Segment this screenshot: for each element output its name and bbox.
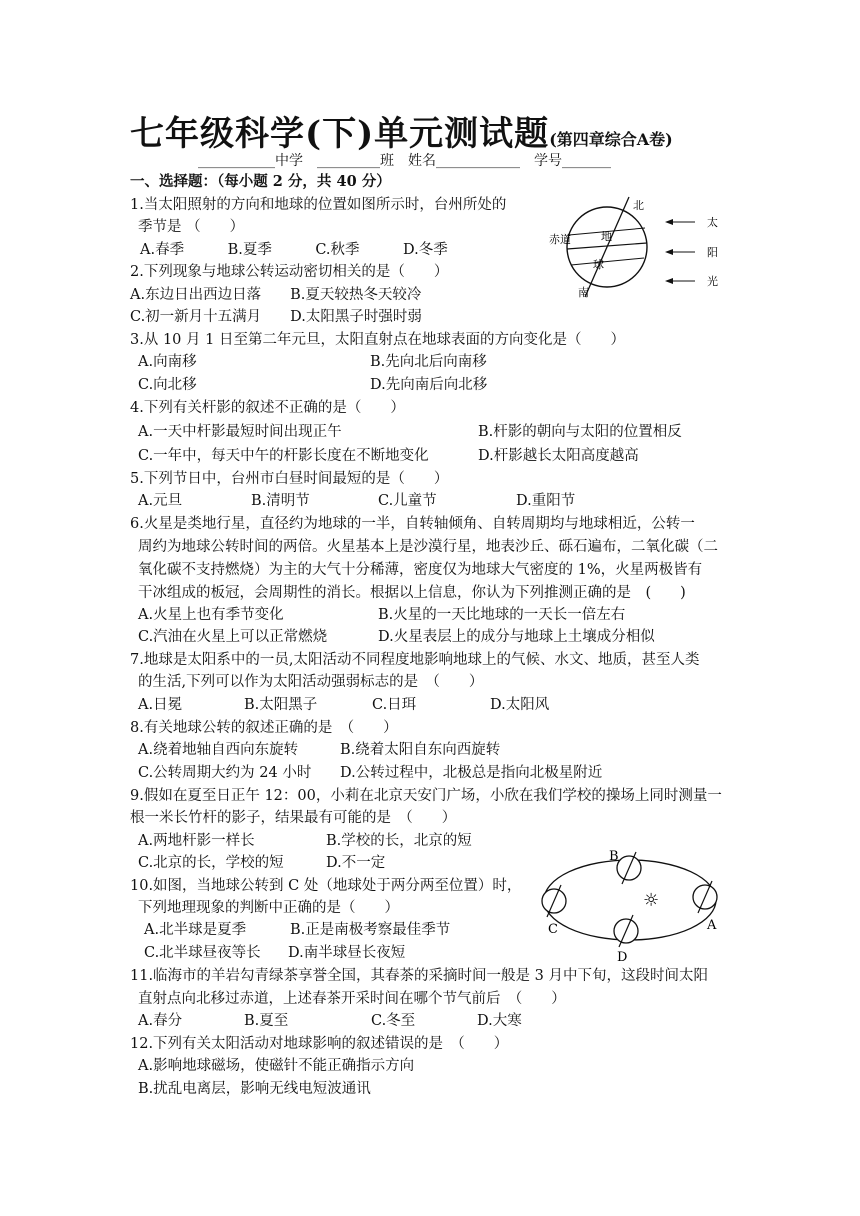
q6-stem-4: 干冰组成的板冠，会周期性的消长。根据以上信息，你认为下列推测正确的是 ( ) bbox=[138, 585, 686, 601]
page-title bbox=[130, 106, 673, 155]
q9-option-d: D.不一定 bbox=[326, 855, 386, 871]
q9-stem-1: 9.假如在夏至日正午 12：00，小莉在北京天安门广场，小欣在我们学校的操场上同时测量一 bbox=[130, 788, 722, 804]
q6-stem-2: 周约为地球公转时间的两倍。火星基本上是沙漠行星，地表沙丘、砾石遍布，二氧化碳（二 bbox=[138, 539, 718, 555]
q11-option-c: C.冬至 bbox=[371, 1013, 416, 1029]
q11-option-a: A.春分 bbox=[138, 1013, 183, 1029]
q11-stem-2: 直射点向北移过赤道，上述春茶开采时间在哪个节气前后 （ ） bbox=[138, 991, 566, 1007]
q11-stem-1: 11.临海市的羊岩勾青绿茶享誉全国，其春茶的采摘时间一般是 3 月中下旬，这段时间太阳 bbox=[130, 968, 708, 984]
q7-option-a: A.日冕 bbox=[138, 697, 183, 713]
earth-position-d bbox=[614, 915, 638, 947]
label-c: C bbox=[548, 922, 558, 937]
q7-option-b: B.太阳黑子 bbox=[244, 697, 318, 713]
q2-options-cd: C.初一新月十五满月 D.太阳黑子时强时弱 bbox=[130, 309, 422, 325]
sunlight-label-3: 光 bbox=[707, 275, 718, 288]
earth-label-1: 地 bbox=[601, 230, 612, 243]
title-main: 七年级科学(下)单元测试题 bbox=[130, 114, 550, 154]
q10-option-d: D.南半球昼长夜短 bbox=[288, 945, 406, 961]
q3-option-b: B.先向北后向南移 bbox=[370, 354, 487, 370]
earth-position-b bbox=[617, 852, 641, 884]
sunlight-label-2: 阳 bbox=[707, 246, 718, 259]
q3-option-c: C.向北移 bbox=[138, 377, 197, 393]
sunlight-label-1: 太 bbox=[707, 216, 718, 229]
earth-sunlight-diagram bbox=[545, 195, 730, 305]
q5-stem: 5.下列节日中，台州市白昼时间最短的是（ ） bbox=[130, 471, 449, 487]
q7-stem-2: 的生活,下列可以作为太阳活动强弱标志的是 （ ） bbox=[138, 674, 484, 690]
earth-position-a bbox=[693, 881, 717, 913]
q4-option-a: A.一天中杆影最短时间出现正午 bbox=[138, 424, 342, 440]
q6-stem-3: 氧化碳不支持燃烧）为主的大气十分稀薄，密度仅为地球大气密度的 1%，火星两极皆有 bbox=[138, 562, 703, 578]
q8-option-b: B.绕着太阳自东向西旋转 bbox=[340, 742, 501, 758]
q5-option-c: C.儿童节 bbox=[378, 493, 437, 509]
q3-option-d: D.先向南后向北移 bbox=[370, 377, 488, 393]
q6-option-c: C.汽油在火星上可以正常燃烧 bbox=[138, 629, 328, 645]
q11-option-d: D.大寒 bbox=[477, 1013, 522, 1029]
q5-option-d: D.重阳节 bbox=[516, 493, 576, 509]
equator-label: 赤道 bbox=[549, 233, 571, 246]
q4-option-b: B.杆影的朝向与太阳的位置相反 bbox=[478, 424, 682, 440]
q3-option-a: A.向南移 bbox=[138, 354, 197, 370]
q1-options: A.春季 B.夏季 C.秋季 D.冬季 bbox=[140, 242, 448, 258]
q4-option-d: D.杆影越长太阳高度越高 bbox=[478, 448, 639, 464]
q6-option-b: B.火星的一天比地球的一天长一倍左右 bbox=[378, 607, 626, 623]
q1-stem: 1.当太阳照射的方向和地球的位置如图所示时，台州所处的 bbox=[130, 197, 507, 213]
q10-option-c: C.北半球昼夜等长 bbox=[144, 945, 261, 961]
label-a: A bbox=[707, 918, 717, 933]
north-label: 北 bbox=[633, 199, 644, 212]
earth-position-c bbox=[542, 885, 566, 917]
label-d: D bbox=[617, 950, 628, 965]
label-b: B bbox=[609, 849, 619, 864]
earth-label-2: 球 bbox=[593, 258, 604, 271]
q4-option-c: C.一年中，每天中午的杆影长度在不断地变化 bbox=[138, 448, 429, 464]
tropic-line-south bbox=[571, 258, 644, 265]
q7-option-c: C.日珥 bbox=[372, 697, 417, 713]
q7-option-d: D.太阳风 bbox=[490, 697, 550, 713]
title-subtitle: (第四章综合A卷) bbox=[549, 130, 673, 149]
q5-option-b: B.清明节 bbox=[251, 493, 310, 509]
student-info-line: ___________中学 _________班 姓名____________ 学号_______ bbox=[198, 153, 611, 169]
q2-stem: 2.下列现象与地球公转运动密切相关的是（ ） bbox=[130, 264, 449, 280]
q10-stem-1: 10.如图，当地球公转到 C 处（地球处于两分两至位置）时， bbox=[130, 878, 522, 894]
q10-option-b: B.正是南极考察最佳季节 bbox=[290, 922, 451, 938]
q12-option-b: B.扰乱电离层，影响无线电短波通讯 bbox=[138, 1081, 371, 1097]
q10-option-a: A.北半球是夏季 bbox=[144, 922, 247, 938]
q5-option-a: A.元旦 bbox=[138, 493, 183, 509]
earth-orbit-diagram bbox=[530, 845, 730, 965]
q4-stem: 4.下列有关杆影的叙述不正确的是（ ） bbox=[130, 400, 405, 416]
sun-icon: ☼ bbox=[643, 890, 660, 911]
q9-option-b: B.学校的长，北京的短 bbox=[326, 833, 472, 849]
sunlight-arrows bbox=[665, 219, 695, 284]
q3-stem: 3.从 10 月 1 日至第二年元旦，太阳直射点在地球表面的方向变化是（ ） bbox=[130, 332, 625, 348]
q9-stem-2: 根一米长竹杆的影子，结果最有可能的是 （ ） bbox=[130, 810, 457, 826]
q6-option-a: A.火星上也有季节变化 bbox=[138, 607, 284, 623]
q8-option-c: C.公转周期大约为 24 小时 bbox=[138, 765, 312, 781]
q6-option-d: D.火星表层上的成分与地球上土壤成分相似 bbox=[378, 629, 655, 645]
q2-options-ab: A.东边日出西边日落 B.夏天较热冬天较冷 bbox=[130, 287, 422, 303]
q8-option-d: D.公转过程中，北极总是指向北极星附近 bbox=[340, 765, 603, 781]
q8-stem: 8.有关地球公转的叙述正确的是 （ ） bbox=[130, 720, 398, 736]
q12-option-a: A.影响地球磁场，使磁针不能正确指示方向 bbox=[138, 1058, 415, 1074]
q8-option-a: A.绕着地轴自西向东旋转 bbox=[138, 742, 299, 758]
q10-stem-2: 下列地理现象的判断中正确的是（ ） bbox=[138, 900, 399, 916]
q12-stem: 12.下列有关太阳活动对地球影响的叙述错误的是 （ ） bbox=[130, 1036, 509, 1052]
q6-stem-1: 6.火星是类地行星，直径约为地球的一半，自转轴倾角、自转周期均与地球相近，公转一 bbox=[130, 516, 695, 532]
q7-stem-1: 7.地球是太阳系中的一员,太阳活动不同程度地影响地球上的气候、水文、地质，甚至人类 bbox=[130, 652, 700, 668]
section-heading: 一、选择题：（每小题 2 分，共 40 分） bbox=[130, 173, 391, 190]
q9-option-a: A.两地杆影一样长 bbox=[138, 833, 255, 849]
q11-option-b: B.夏至 bbox=[244, 1013, 289, 1029]
south-label: 南 bbox=[578, 286, 589, 299]
q1-stem-cont: 季节是 （ ） bbox=[138, 219, 245, 235]
q9-option-c: C.北京的长，学校的短 bbox=[138, 855, 284, 871]
